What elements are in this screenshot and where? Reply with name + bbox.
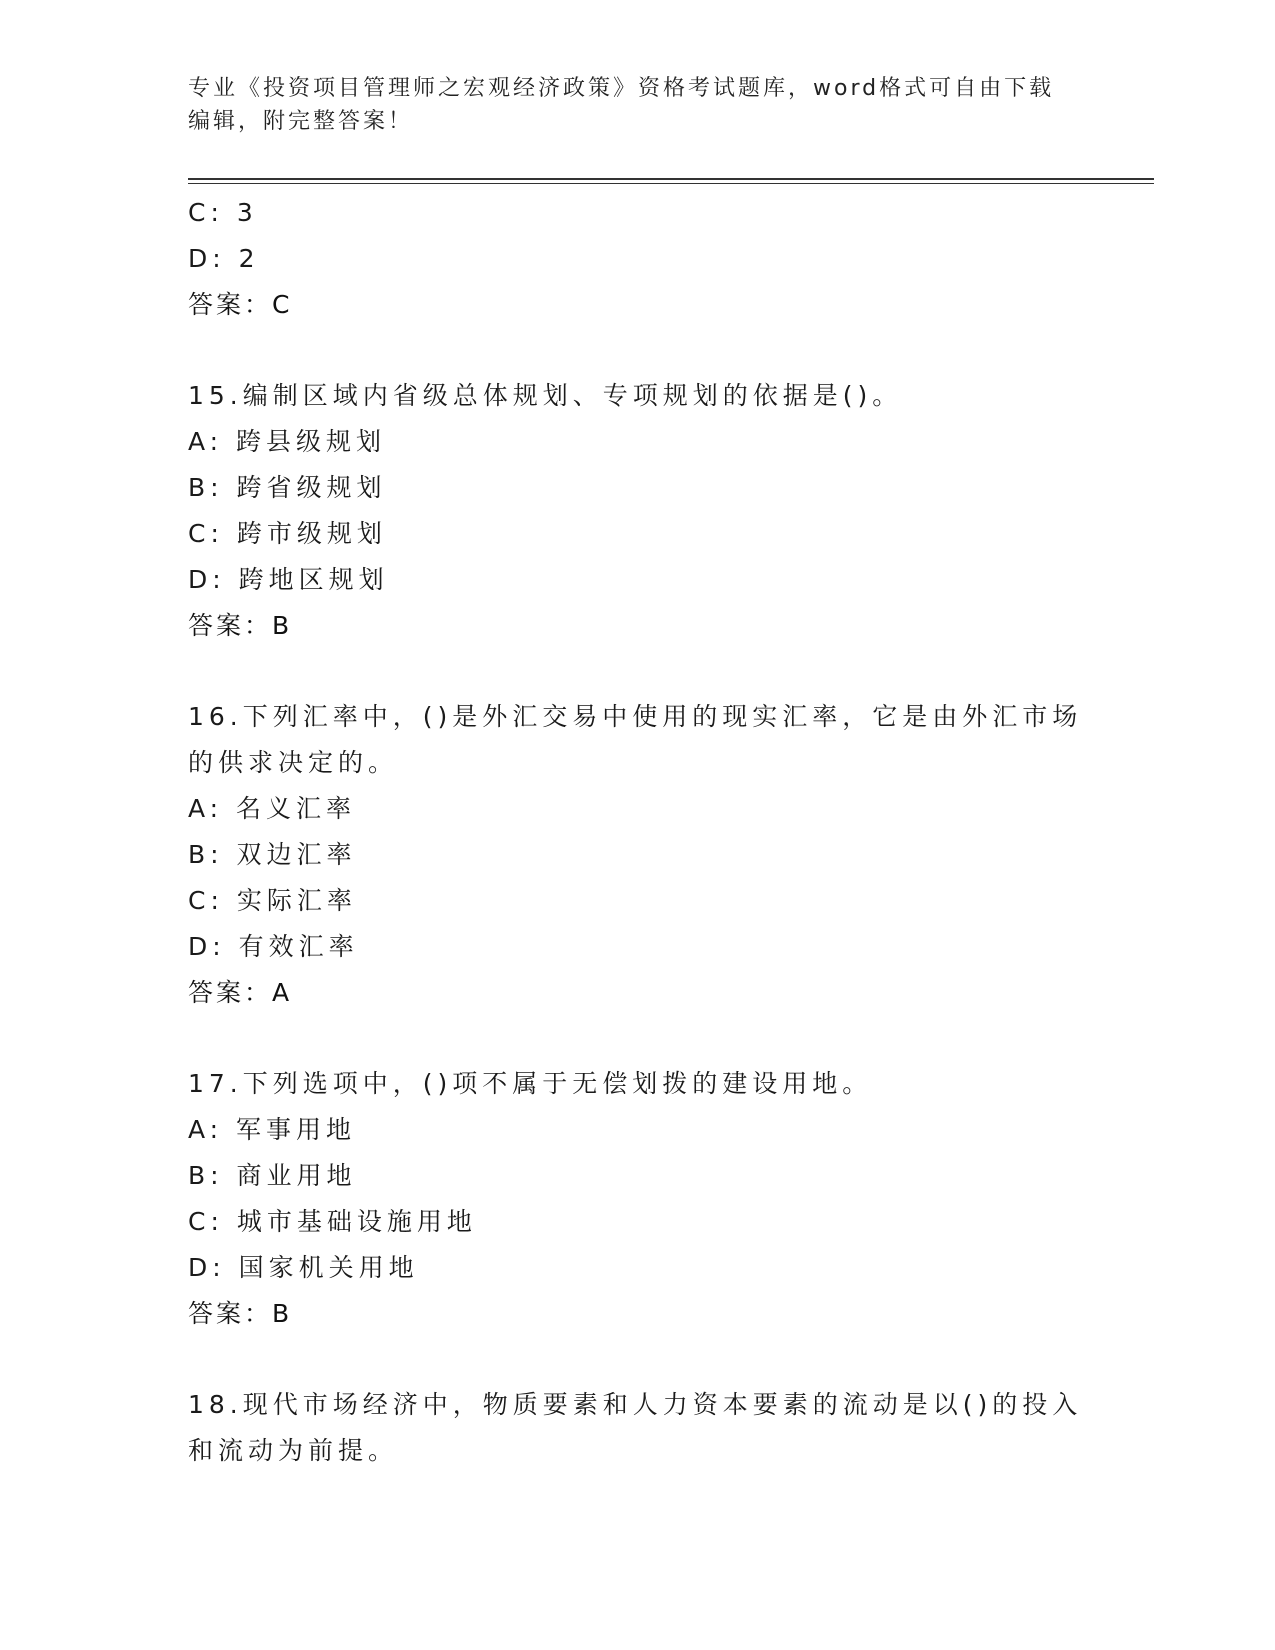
page-header: 专业《投资项目管理师之宏观经济政策》资格考试题库，word格式可自由下载编辑，附完整答案！ xyxy=(188,76,1055,134)
option-d: D: 国家机关用地 xyxy=(188,1253,419,1282)
question-18 xyxy=(188,1382,1088,1474)
option-a: A: 跨县级规划 xyxy=(188,427,387,456)
question-list xyxy=(188,190,1088,1474)
option-b: B: 商业用地 xyxy=(188,1161,357,1190)
option-d: D: 有效汇率 xyxy=(188,932,359,961)
question-17 xyxy=(188,1061,1088,1337)
option-a: A: 名义汇率 xyxy=(188,794,357,823)
answer-line: 答案：B xyxy=(188,611,293,640)
question-stem: 15.编制区域内省级总体规划、专项规划的依据是()。 xyxy=(188,381,903,410)
question-stem: 16.下列汇率中，()是外汇交易中使用的现实汇率，它是由外汇市场的供求决定的。 xyxy=(188,702,1083,777)
option-d: D: 2 xyxy=(188,244,260,273)
option-c: C: 实际汇率 xyxy=(188,886,357,915)
option-a: A: 军事用地 xyxy=(188,1115,357,1144)
question-stem: 18.现代市场经济中，物质要素和人力资本要素的流动是以()的投入和流动为前提。 xyxy=(188,1390,1083,1465)
answer-line: 答案：C xyxy=(188,290,293,319)
option-b: B: 双边汇率 xyxy=(188,840,357,869)
option-d: D: 跨地区规划 xyxy=(188,565,389,594)
option-c: C: 3 xyxy=(188,198,258,227)
question-14-tail xyxy=(188,190,1088,328)
question-stem: 17.下列选项中，()项不属于无偿划拨的建设用地。 xyxy=(188,1069,873,1098)
question-16 xyxy=(188,694,1088,1016)
question-15 xyxy=(188,373,1088,649)
answer-line: 答案：B xyxy=(188,1299,293,1328)
answer-line: 答案：A xyxy=(188,978,293,1007)
option-b: B: 跨省级规划 xyxy=(188,473,387,502)
header-divider-thin xyxy=(188,183,1154,184)
header-divider xyxy=(188,178,1154,180)
option-c: C: 城市基础设施用地 xyxy=(188,1207,477,1236)
option-c: C: 跨市级规划 xyxy=(188,519,387,548)
